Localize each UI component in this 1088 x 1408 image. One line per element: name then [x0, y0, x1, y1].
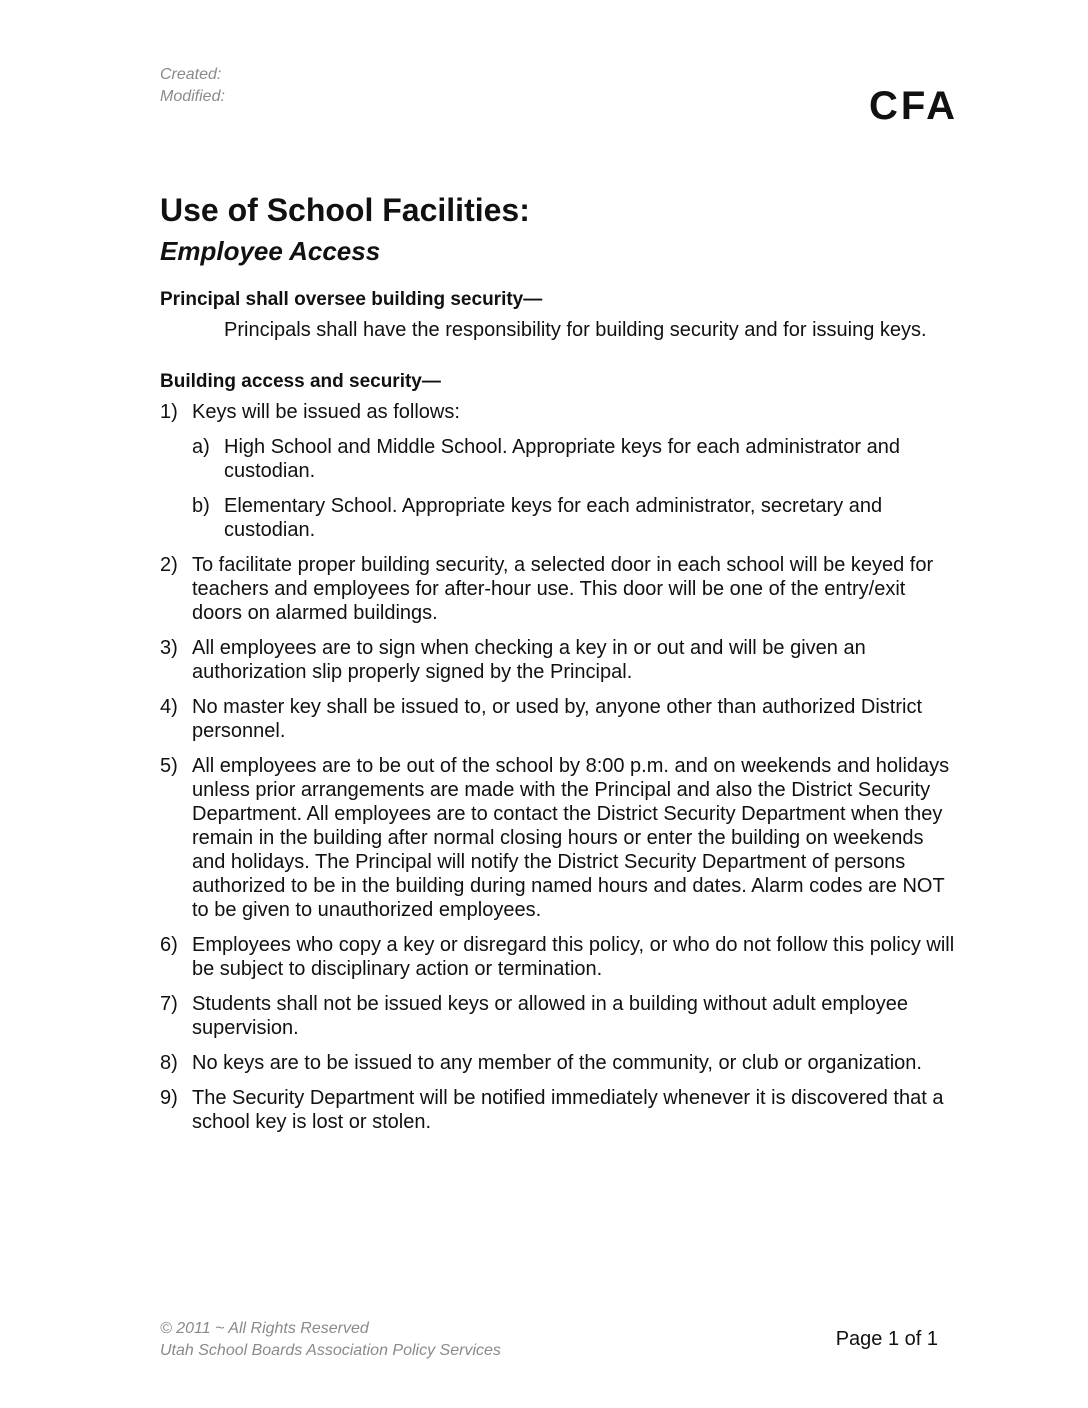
list-item [160, 636, 960, 684]
list-number: 3) [160, 637, 178, 659]
list-number: 5) [160, 755, 178, 777]
list-item [160, 992, 960, 1040]
list-number: 6) [160, 934, 178, 956]
list-item [160, 933, 960, 981]
document-title [160, 190, 960, 268]
page-number: Page 1 of 1 [835, 1328, 938, 1350]
list-item-text: Keys will be issued as follows: [192, 401, 460, 423]
sub-list-letter: a) [192, 436, 210, 458]
list-item-text: Employees who copy a key or disregard this policy, or who do not follow this policy will be subject to disciplinary action or termination. [192, 934, 955, 980]
list-number: 1) [160, 401, 178, 423]
policy-code: CFA [869, 84, 958, 128]
sub-list-item-text: High School and Middle School. Appropriate keys for each administrator and custodian. [224, 436, 900, 482]
policy-list [160, 400, 960, 1134]
list-item-text: No master key shall be issued to, or used by, anyone other than authorized District personnel. [192, 696, 923, 742]
section-heading-building-access: Building access and security— [160, 371, 441, 392]
modified-label: Modified: [160, 88, 225, 105]
footer-publisher: Utah School Boards Association Policy Services [160, 1342, 501, 1359]
list-number: 4) [160, 696, 178, 718]
sub-list-letter: b) [192, 495, 210, 517]
list-number: 2) [160, 554, 178, 576]
list-item-text: To facilitate proper building security, a selected door in each school will be keyed for teachers and employees for after-hour use. This door will be one of the entry/exit doors on alarmed buildings. [192, 554, 934, 624]
list-item-text: All employees are to be out of the school by 8:00 p.m. and on weekends and holidays unless prior arrangements are made with the Principal and also the District Security Department. All employees are to contact the District Security Department when they remain in the building after normal closing hours or enter the building on weekends and holidays. The Principal will notify the District Security Department of persons authorized to be in the building during named hours and dates. Alarm codes are NOT to be given to unauthorized employees. [192, 755, 950, 921]
list-item-text: No keys are to be issued to any member of the community, or club or organization. [192, 1052, 922, 1074]
sub-list-item-text: Elementary School. Appropriate keys for each administrator, secretary and custodian. [224, 495, 883, 541]
list-number: 9) [160, 1087, 178, 1109]
list-item [160, 754, 960, 922]
created-label: Created: [160, 66, 222, 83]
sub-list [192, 435, 960, 542]
footer-copyright-block [160, 1318, 501, 1362]
document-meta [160, 64, 225, 108]
page-subtitle: Employee Access [160, 236, 381, 266]
list-item [160, 695, 960, 743]
list-item [160, 400, 960, 542]
page-title: Use of School Facilities: [160, 192, 530, 228]
list-number: 8) [160, 1052, 178, 1074]
list-item-text: The Security Department will be notified immediately whenever it is discovered that a school key is lost or stolen. [192, 1087, 944, 1133]
sub-list-item [192, 435, 960, 483]
section-paragraph-principal: Principals shall have the responsibility for building security and for issuing keys. [224, 319, 927, 341]
list-item [160, 553, 960, 625]
footer-copyright: © 2011 ~ All Rights Reserved [160, 1320, 369, 1337]
list-number: 7) [160, 993, 178, 1015]
list-item-text: All employees are to sign when checking a key in or out and will be given an authorization slip properly signed by the Principal. [192, 637, 866, 683]
list-item [160, 1086, 960, 1134]
list-item-text: Students shall not be issued keys or allowed in a building without adult employee supervision. [192, 993, 908, 1039]
document-body [160, 288, 960, 1145]
sub-list-item [192, 494, 960, 542]
list-item [160, 1051, 960, 1075]
section-heading-principal: Principal shall oversee building security— [160, 289, 543, 310]
